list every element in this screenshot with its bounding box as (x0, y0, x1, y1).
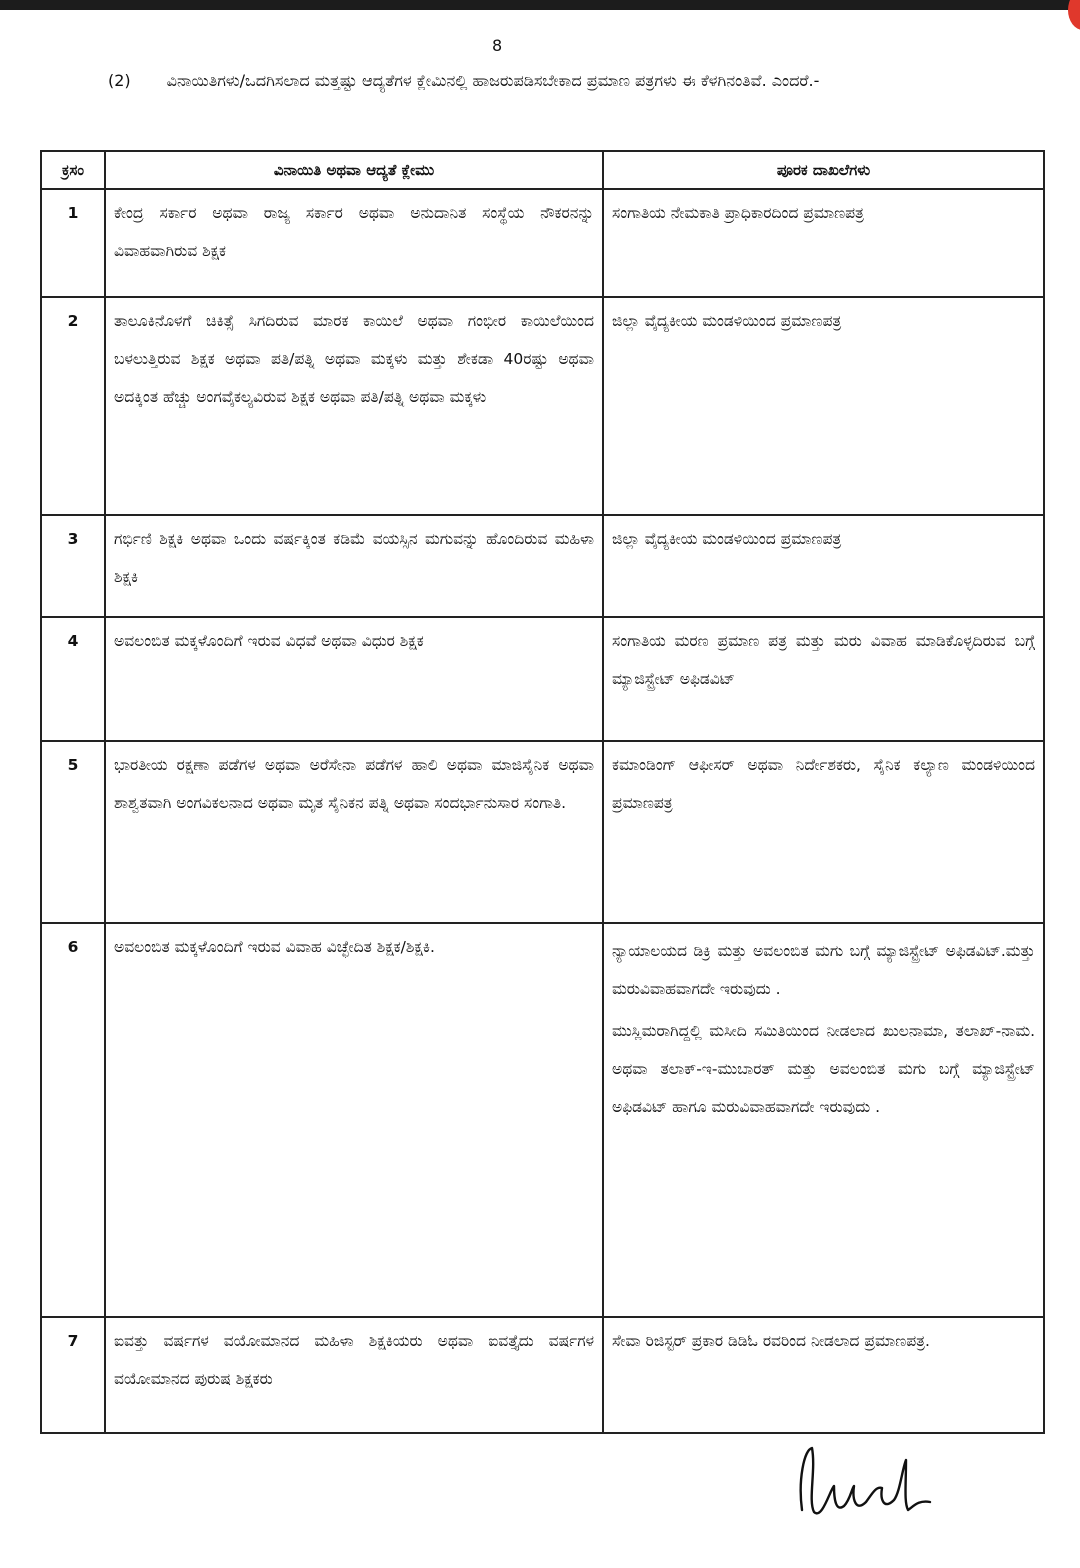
row-serial: 5 (41, 741, 105, 923)
signature (790, 1440, 940, 1530)
row-documents: ಸೇವಾ ರಿಜಿಸ್ಟರ್ ಪ್ರಕಾರ ಡಿಡಿಓ ರವರಿಂದ ನೀಡಲಾದ ಪ್ರಮಾಣಪತ್ರ. (603, 1317, 1044, 1433)
row-documents-extra: ಮುಸ್ಲಿಮರಾಗಿದ್ದಲ್ಲಿ ಮಸೀದಿ ಸಮಿತಿಯಿಂದ ನೀಡಲಾದ ಖುಲನಾಮಾ, ತಲಾಖ್-ನಾಮ. ಅಥವಾ ತಲಾಕ್-ಇ-ಮುಬಾರತ್ ಮತ್ತು ಅವಲಂಬಿತ ಮಗು ಬಗ್ಗೆ ಮ್ಯಾಜಿಸ್ಟ್ರೇಟ್ ಅಫಿಡವಿಟ್ ಹಾಗೂ ಮರುವಿವಾಹವಾಗದೇ ಇರುವುದು . (612, 1022, 1035, 1116)
table-row (41, 923, 1044, 1317)
table-row (41, 297, 1044, 515)
row-claim: ಗರ್ಭಿಣಿ ಶಿಕ್ಷಕಿ ಅಥವಾ ಒಂದು ವರ್ಷಕ್ಕಿಂತ ಕಡಿಮೆ ವಯಸ್ಸಿನ ಮಗುವನ್ನು ಹೊಂದಿರುವ ಮಹಿಳಾ ಶಿಕ್ಷಕಿ (105, 515, 603, 617)
row-claim: ಅವಲಂಬಿತ ಮಕ್ಕಳೊಂದಿಗೆ ಇರುವ ವಿಧವೆ ಅಥವಾ ವಿಧುರ ಶಿಕ್ಷಕ (105, 617, 603, 741)
row-claim: ಕೇಂದ್ರ ಸರ್ಕಾರ ಅಥವಾ ರಾಜ್ಯ ಸರ್ಕಾರ ಅಥವಾ ಅನುದಾನಿತ ಸಂಸ್ಥೆಯ ನೌಕರನನ್ನು ವಿವಾಹವಾಗಿರುವ ಶಿಕ್ಷಕ (105, 189, 603, 297)
page-number: 8 (492, 36, 503, 55)
row-serial: 4 (41, 617, 105, 741)
top-edge-bar (0, 0, 1080, 10)
row-serial: 7 (41, 1317, 105, 1433)
row-documents: ಜಿಲ್ಲಾ ವೈದ್ಯಕೀಯ ಮಂಡಳಿಯಿಂದ ಪ್ರಮಾಣಪತ್ರ (603, 297, 1044, 515)
table-header-row (41, 151, 1044, 189)
row-documents: ಸಂಗಾತಿಯ ಮರಣ ಪ್ರಮಾಣ ಪತ್ರ ಮತ್ತು ಮರು ವಿವಾಹ ಮಾಡಿಕೊಳ್ಳದಿರುವ ಬಗ್ಗೆ ಮ್ಯಾಜಿಸ್ಟ್ರೇಟ್ ಅಫಿಡವಿಟ್ (603, 617, 1044, 741)
intro-paragraph (46, 62, 1036, 100)
table-row (41, 189, 1044, 297)
row-claim: ತಾಲೂಕಿನೊಳಗೆ ಚಿಕಿತ್ಸೆ ಸಿಗದಿರುವ ಮಾರಕ ಕಾಯಿಲೆ ಅಥವಾ ಗಂಭೀರ ಕಾಯಿಲೆಯಿಂದ ಬಳಲುತ್ತಿರುವ ಶಿಕ್ಷಕ ಅಥವಾ ಪತಿ/ಪತ್ನಿ ಅಥವಾ ಮಕ್ಕಳು ಮತ್ತು ಶೇಕಡಾ 40ರಷ್ಟು ಅಥವಾ ಅದಕ್ಕಿಂತ ಹೆಚ್ಚು ಅಂಗವೈಕಲ್ಯವಿರುವ ಶಿಕ್ಷಕ ಅಥವಾ ಪತಿ/ಪತ್ನಿ ಅಥವಾ ಮಕ್ಕಳು (105, 297, 603, 515)
row-claim: ಐವತ್ತು ವರ್ಷಗಳ ವಯೋಮಾನದ ಮಹಿಳಾ ಶಿಕ್ಷಕಿಯರು ಅಥವಾ ಐವತ್ತೈದು ವರ್ಷಗಳ ವಯೋಮಾನದ ಪುರುಷ ಶಿಕ್ಷಕರು (105, 1317, 603, 1433)
row-documents: ನ್ಯಾಯಾಲಯದ ಡಿಕ್ರಿ ಮತ್ತು ಅವಲಂಬಿತ ಮಗು ಬಗ್ಗೆ ಮ್ಯಾಜಿಸ್ಟ್ರೇಟ್ ಅಫಿಡವಿಟ್.ಮತ್ತು ಮರುವಿವಾಹವಾಗದೇ ಇರುವುದು . (612, 942, 1035, 998)
table-row (41, 1317, 1044, 1433)
intro-text: ವಿನಾಯಿತಿಗಳು/ಒದಗಿಸಲಾದ ಮತ್ತಷ್ಟು ಆದ್ಯತೆಗಳ ಕ್ಲೇಮಿನಲ್ಲಿ ಹಾಜರುಪಡಿಸಬೇಕಾದ ಪ್ರಮಾಣ ಪತ್ರಗಳು ಈ ಕೆಳಗಿನಂತಿವೆ. ಎಂದರೆ.- (166, 71, 820, 90)
claims-table (40, 150, 1045, 1434)
row-claim: ಅವಲಂಬಿತ ಮಕ್ಕಳೊಂದಿಗೆ ಇರುವ ವಿವಾಹ ವಿಚ್ಛೇದಿತ ಶಿಕ್ಷಕ/ಶಿಕ್ಷಕಿ. (105, 923, 603, 1317)
table-row (41, 617, 1044, 741)
table-row (41, 741, 1044, 923)
header-serial: ಕ್ರಸಂ (41, 151, 105, 189)
row-claim: ಭಾರತೀಯ ರಕ್ಷಣಾ ಪಡೆಗಳ ಅಥವಾ ಅರೆಸೇನಾ ಪಡೆಗಳ ಹಾಲಿ ಅಥವಾ ಮಾಜಿಸೈನಿಕ ಅಥವಾ ಶಾಶ್ವತವಾಗಿ ಅಂಗವಿಕಲನಾದ ಅಥವಾ ಮೃತ ಸೈನಿಕನ ಪತ್ನಿ ಅಥವಾ ಸಂದರ್ಭಾನುಸಾರ ಸಂಗಾತಿ. (105, 741, 603, 923)
row-serial: 1 (41, 189, 105, 297)
table-row (41, 515, 1044, 617)
row-documents: ಕಮಾಂಡಿಂಗ್ ಆಫೀಸರ್ ಅಥವಾ ನಿರ್ದೇಶಕರು, ಸೈನಿಕ ಕಲ್ಯಾಣ ಮಂಡಳಿಯಿಂದ ಪ್ರಮಾಣಪತ್ರ (603, 741, 1044, 923)
row-serial: 6 (41, 923, 105, 1317)
header-claim: ವಿನಾಯಿತಿ ಅಥವಾ ಆದ್ಯತೆ ಕ್ಲೇಮು (105, 151, 603, 189)
row-documents-cell (603, 923, 1044, 1317)
corner-mark (1068, 0, 1080, 30)
header-documents: ಪೂರಕ ದಾಖಲೆಗಳು (603, 151, 1044, 189)
row-documents: ಜಿಲ್ಲಾ ವೈದ್ಯಕೀಯ ಮಂಡಳಿಯಿಂದ ಪ್ರಮಾಣಪತ್ರ (603, 515, 1044, 617)
row-serial: 3 (41, 515, 105, 617)
row-documents: ಸಂಗಾತಿಯ ನೇಮಕಾತಿ ಪ್ರಾಧಿಕಾರದಿಂದ ಪ್ರಮಾಣಪತ್ರ (603, 189, 1044, 297)
intro-number: (2) (108, 71, 131, 90)
row-serial: 2 (41, 297, 105, 515)
